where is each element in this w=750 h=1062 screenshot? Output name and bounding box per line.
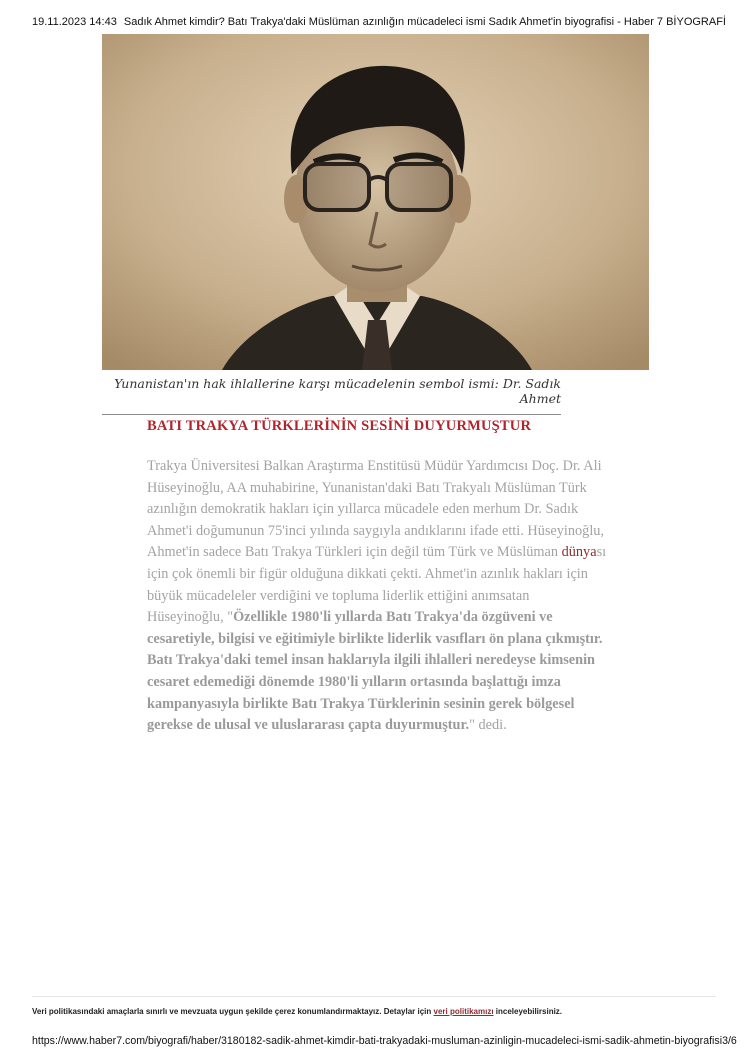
print-datetime: 19.11.2023 14:43 (32, 16, 117, 28)
cookie-text: Veri politikasındaki amaçlarla sınırlı ve mevzuata uygun şekilde çerez konumlandırmaktayız. Detaylar için (32, 1007, 434, 1016)
paragraph-text-middle: sı için çok önemli bir figür olduğuna dikkati çekti. Ahmet'in azınlık hakları için büyük mücadeleler verdiğini ve topluma liderlik ettiğini anımsatan Hüseyinoğlu, (147, 544, 607, 626)
data-policy-link[interactable]: veri politikamızı (433, 1007, 494, 1016)
print-header (32, 16, 726, 28)
page-url: https://www.haber7.com/biyografi/haber/3180182-sadik-ahmet-kimdir-bati-trakyadaki-musluman-azinligin-mucadeleci-ismi-sadik-ahmetin-biyografisi (32, 1035, 723, 1047)
print-page-title: Sadık Ahmet kimdir? Batı Trakya'daki Müslüman azınlığın mücadeleci ismi Sadık Ahmet'in biyografisi - Haber 7 BİYOGRAFİ (123, 16, 726, 28)
dunya-link[interactable]: dünya (561, 544, 597, 561)
portrait-photo (102, 34, 649, 370)
paragraph-text-intro: Trakya Üniversitesi Balkan Araştırma Enstitüsü Müdür Yardımcısı Doç. Dr. Ali Hüseyinoğlu, AA muhabirine, Yunanistan'daki Batı Trakyalı Müslüman Türk azınlığın demokratik hakları için yıllarca mücadele eden merhum Dr. Sadık Ahmet'i doğumunun 75'inci yılında saygıyla andıklarını ifade etti. Hüseyinoğlu, Ahmet'in sadece Batı Trakya Türkleri için değil tüm Türk ve Müslüman (147, 458, 605, 561)
article-paragraph (147, 456, 609, 737)
quote-open-mark: " (227, 609, 234, 626)
page-number: 3/6 (722, 1035, 737, 1047)
quote-text: Özellikle 1980'li yıllarda Batı Trakya'da özgüveni ve cesaretiyle, bilgisi ve eğitimiyle birlikte liderlik vasıfları ön plana çıkmıştır. Batı Trakya'daki temel insan haklarıyla ilgili ihlalleri neredeyse kimsenin cesaret edemediği dönemde 1980'li yılların ortasında başlattığı imza kampanyasıyla birlikte Batı Trakya Türklerinin sesinin gerek bölgesel gerekse de ulusal ve uluslararası çapta duyurmuştur. (147, 609, 603, 734)
cookie-notice (32, 996, 716, 1016)
print-footer (32, 1035, 737, 1047)
section-heading: BATI TRAKYA TÜRKLERİNİN SESİNİ DUYURMUŞTUR (147, 418, 532, 434)
cookie-text-end: inceleyebilirsiniz. (493, 1007, 563, 1016)
photo-caption: Yunanistan'ın hak ihlallerine karşı mücadelenin sembol ismi: Dr. Sadık Ahmet (102, 376, 561, 415)
portrait-image (102, 34, 649, 370)
quote-close: " dedi. (469, 717, 507, 734)
